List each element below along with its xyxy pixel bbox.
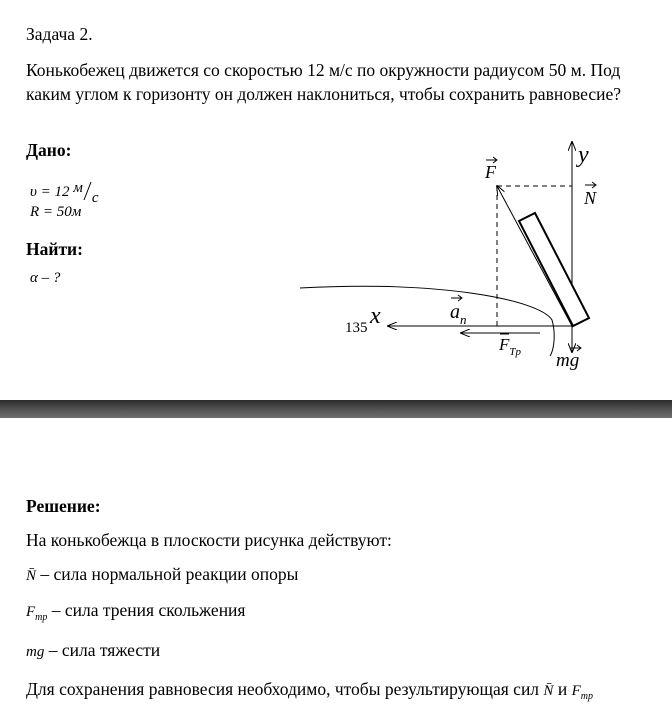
given-velocity-value: υ = 12	[30, 184, 70, 200]
accel-an-label: $a_n$	[450, 301, 467, 327]
task-text: Конькобежец движется со скоростью 12 м/с по окружности радиусом 50 м. Под каким углом к горизонту он должен наклониться, чтобы сохранить равновесие?	[26, 60, 621, 104]
force-f-label: F	[485, 162, 496, 182]
angle-label: 135	[345, 320, 368, 336]
x-axis-label: x	[370, 303, 381, 329]
task-title: Задача 2.	[26, 24, 93, 44]
skater-body	[519, 213, 589, 326]
normal-force-symbol: N̄	[26, 568, 37, 584]
solution-last-line	[26, 677, 593, 709]
gravity-symbol: mg	[26, 644, 45, 660]
resultant-force-vector	[497, 186, 572, 326]
given-heading: Дано:	[26, 140, 72, 160]
friction-force-text: – сила трения скольжения	[47, 600, 246, 620]
solution-item-normal-force	[26, 562, 298, 588]
given-velocity-unit-den: c	[91, 190, 99, 206]
find-item: α – ?	[30, 270, 61, 286]
last-line-and: и	[553, 679, 572, 699]
y-axis-label: y	[578, 142, 589, 168]
friction-force-symbol: $F_{тр}$	[26, 604, 48, 623]
solution-intro: На конькобежца в плоскости рисунка действуют:	[26, 530, 392, 550]
gravity-text: – сила тяжести	[44, 640, 161, 660]
solution-item-friction-force	[26, 598, 245, 630]
given-radius: R = 50м	[30, 204, 82, 220]
normal-force-text: – сила нормальной реакции опоры	[36, 564, 299, 584]
page-divider	[0, 400, 672, 418]
last-line-n-symbol: N̄	[543, 683, 554, 699]
solution-item-gravity	[26, 638, 160, 664]
solution-last-line-text: Для сохранения равновесия необходимо, чтобы результирующая сил	[26, 679, 540, 699]
solution-heading: Решение:	[26, 496, 101, 516]
gravity-label: mg	[556, 350, 580, 371]
last-line-f-symbol: $F_{тр}$	[571, 683, 593, 702]
friction-force-label: $F_{Tp}$	[499, 335, 522, 358]
given-velocity-unit-num: м	[73, 180, 83, 196]
find-heading: Найти:	[26, 239, 83, 259]
force-n-label: N	[584, 188, 597, 208]
